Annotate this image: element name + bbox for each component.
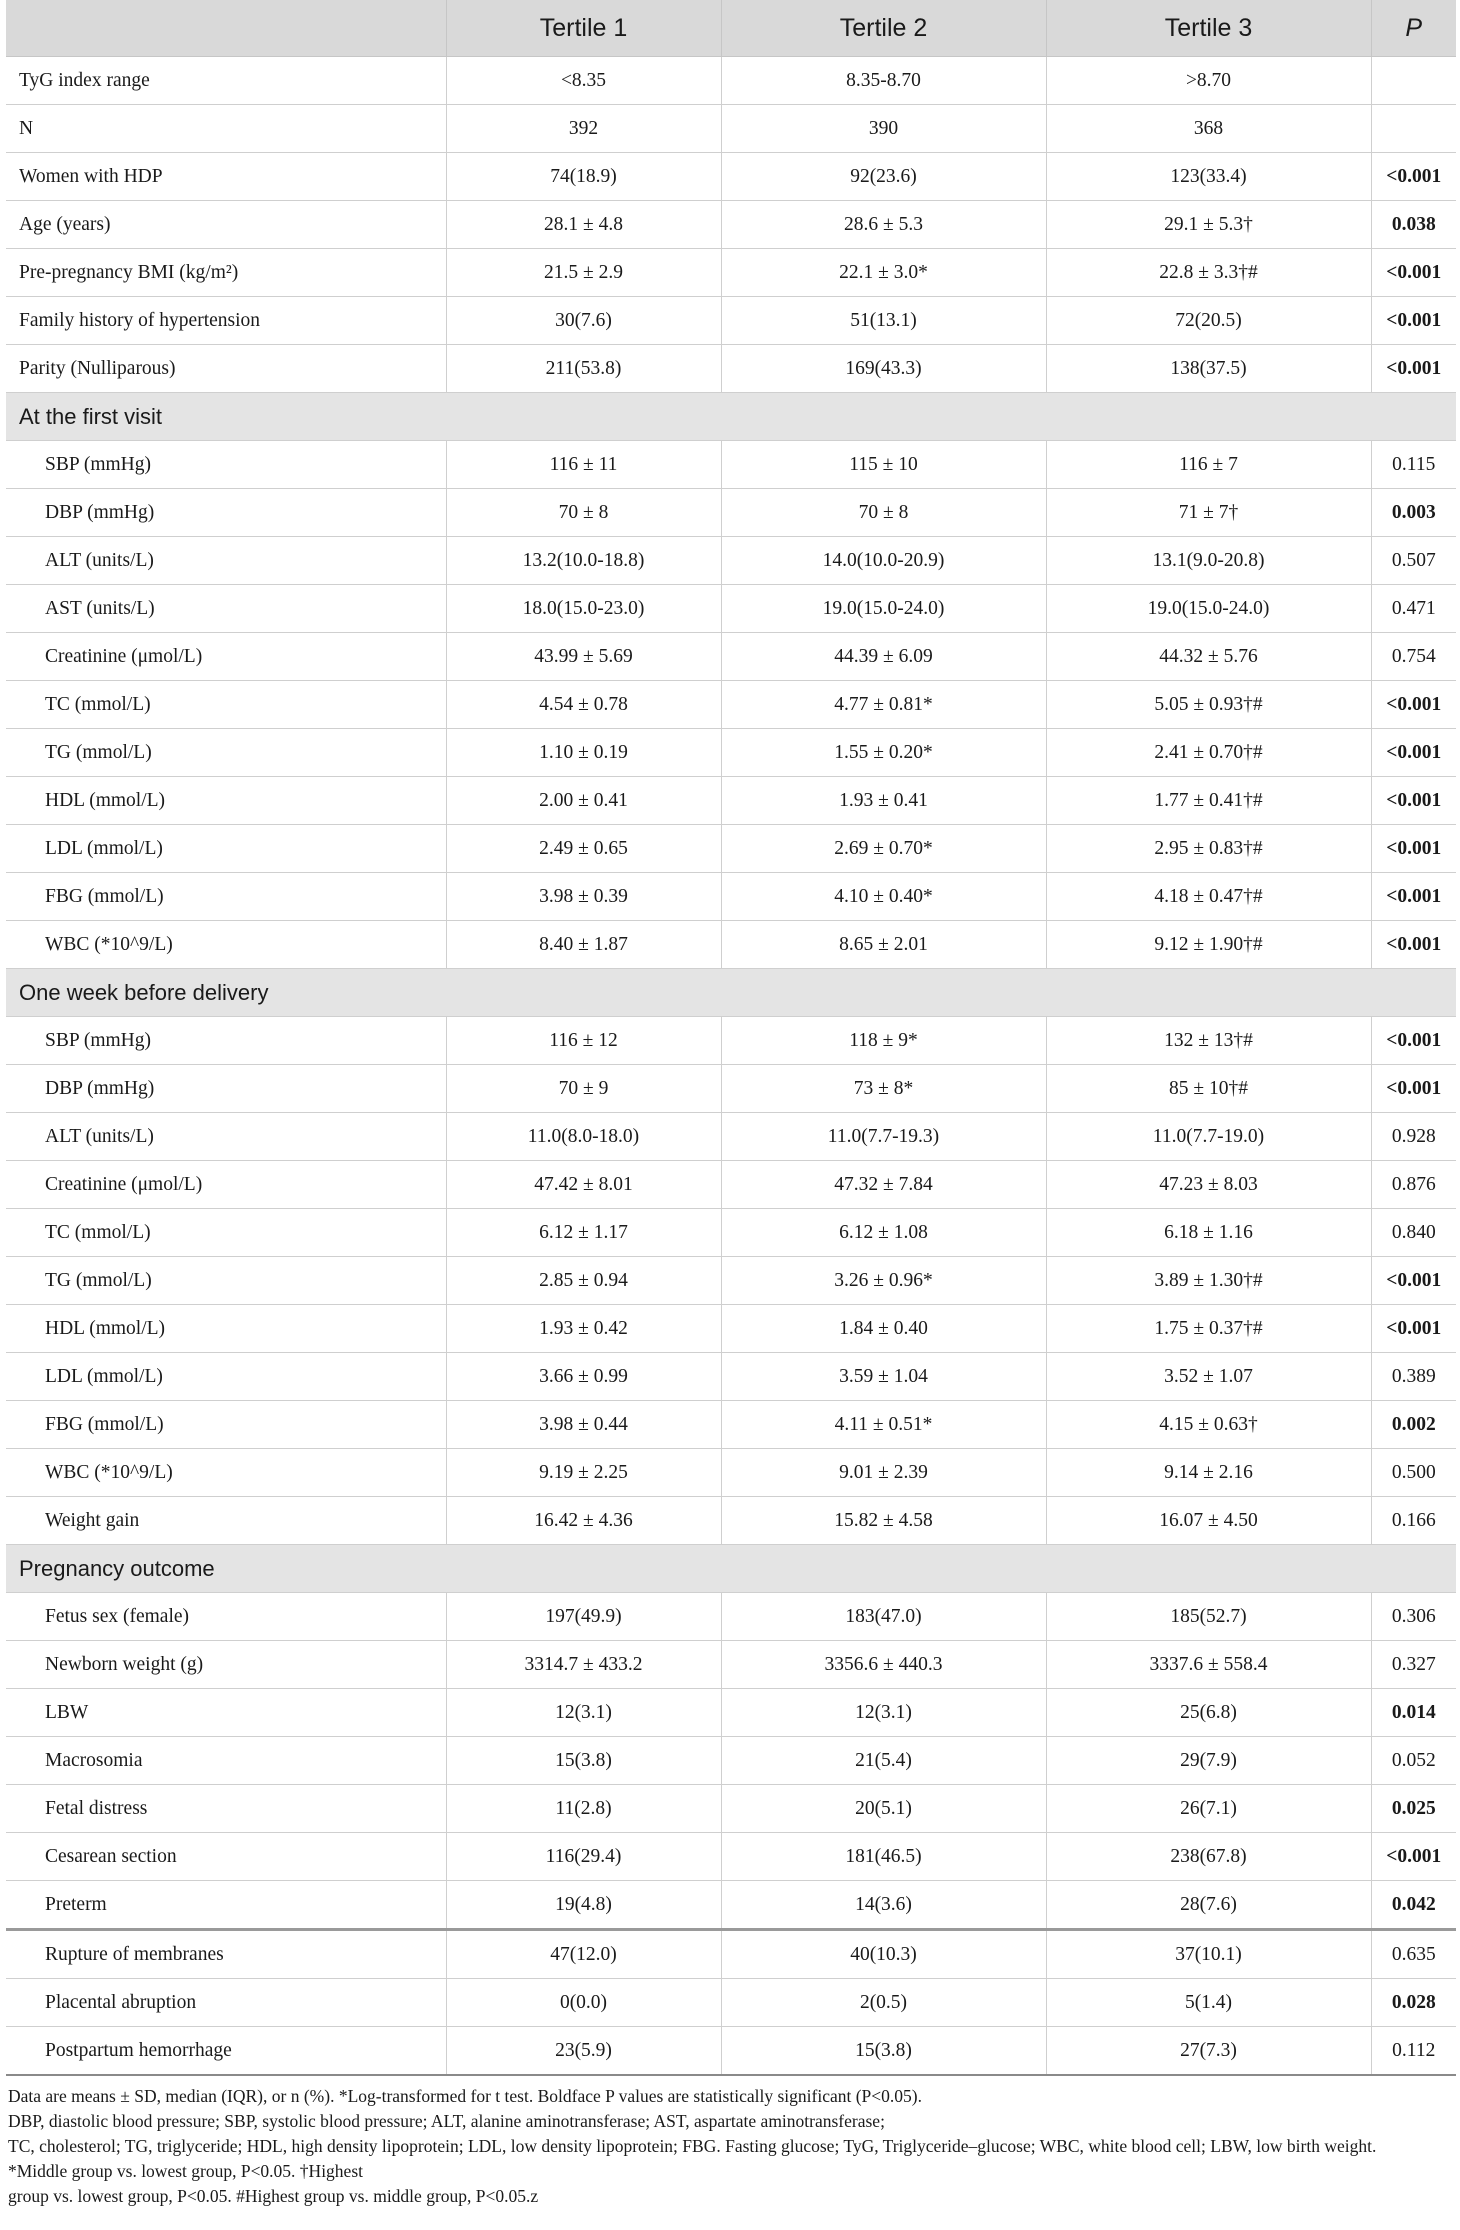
cell-tertile-1: 70 ± 9 <box>446 1065 721 1113</box>
cell-tertile-2: 390 <box>721 105 1046 153</box>
cell-p-value: 0.052 <box>1371 1737 1456 1785</box>
cell-p-value: <0.001 <box>1371 873 1456 921</box>
row-label: TG (mmol/L) <box>6 1257 446 1305</box>
table-container <box>6 0 1456 2209</box>
cell-tertile-3: 47.23 ± 8.03 <box>1046 1161 1371 1209</box>
table-row <box>6 729 1456 777</box>
table-row <box>6 1979 1456 2027</box>
row-label: TG (mmol/L) <box>6 729 446 777</box>
table-row <box>6 537 1456 585</box>
row-label: Newborn weight (g) <box>6 1641 446 1689</box>
row-label: Creatinine (μmol/L) <box>6 633 446 681</box>
cell-tertile-2: 14.0(10.0-20.9) <box>721 537 1046 585</box>
row-label: Macrosomia <box>6 1737 446 1785</box>
footnote-line: Data are means ± SD, median (IQR), or n (%). *Log-transformed for t test. Boldface P values are statistically significant (P<0.05). <box>8 2086 922 2106</box>
row-label: Cesarean section <box>6 1833 446 1881</box>
cell-tertile-1: 13.2(10.0-18.8) <box>446 537 721 585</box>
cell-p-value: 0.003 <box>1371 489 1456 537</box>
table-row <box>6 153 1456 201</box>
section-header-row <box>6 969 1456 1017</box>
cell-p-value: <0.001 <box>1371 345 1456 393</box>
cell-tertile-1: 74(18.9) <box>446 153 721 201</box>
cell-tertile-1: 392 <box>446 105 721 153</box>
table-row <box>6 1113 1456 1161</box>
row-label: HDL (mmol/L) <box>6 1305 446 1353</box>
row-label: Age (years) <box>6 201 446 249</box>
table-row <box>6 297 1456 345</box>
header-tertile-3: Tertile 3 <box>1046 0 1371 57</box>
cell-tertile-1: <8.35 <box>446 57 721 105</box>
cell-tertile-3: 19.0(15.0-24.0) <box>1046 585 1371 633</box>
table-row <box>6 441 1456 489</box>
cell-tertile-1: 116 ± 11 <box>446 441 721 489</box>
cell-p-value: 0.038 <box>1371 201 1456 249</box>
cell-p-value: 0.166 <box>1371 1497 1456 1545</box>
cell-tertile-3: 123(33.4) <box>1046 153 1371 201</box>
row-label: TC (mmol/L) <box>6 681 446 729</box>
row-label: N <box>6 105 446 153</box>
cell-tertile-3: 16.07 ± 4.50 <box>1046 1497 1371 1545</box>
cell-tertile-2: 73 ± 8* <box>721 1065 1046 1113</box>
cell-tertile-2: 118 ± 9* <box>721 1017 1046 1065</box>
cell-tertile-3: 27(7.3) <box>1046 2027 1371 2076</box>
cell-tertile-3: 4.15 ± 0.63† <box>1046 1401 1371 1449</box>
cell-p-value: <0.001 <box>1371 921 1456 969</box>
cell-p-value: 0.876 <box>1371 1161 1456 1209</box>
row-label: Weight gain <box>6 1497 446 1545</box>
cell-tertile-3: 11.0(7.7-19.0) <box>1046 1113 1371 1161</box>
cell-tertile-2: 8.65 ± 2.01 <box>721 921 1046 969</box>
cell-tertile-1: 47(12.0) <box>446 1930 721 1979</box>
cell-tertile-1: 0(0.0) <box>446 1979 721 2027</box>
cell-p-value: <0.001 <box>1371 681 1456 729</box>
cell-p-value: <0.001 <box>1371 777 1456 825</box>
header-row <box>6 0 1456 57</box>
row-label: DBP (mmHg) <box>6 489 446 537</box>
cell-tertile-2: 28.6 ± 5.3 <box>721 201 1046 249</box>
table-row <box>6 489 1456 537</box>
cell-p-value <box>1371 105 1456 153</box>
cell-tertile-2: 183(47.0) <box>721 1593 1046 1641</box>
cell-tertile-1: 70 ± 8 <box>446 489 721 537</box>
cell-tertile-1: 1.10 ± 0.19 <box>446 729 721 777</box>
cell-p-value: 0.025 <box>1371 1785 1456 1833</box>
cell-p-value: <0.001 <box>1371 825 1456 873</box>
cell-tertile-3: 71 ± 7† <box>1046 489 1371 537</box>
cell-tertile-2: 3.59 ± 1.04 <box>721 1353 1046 1401</box>
cell-tertile-3: 85 ± 10†# <box>1046 1065 1371 1113</box>
section-header-row <box>6 1545 1456 1593</box>
cell-p-value: <0.001 <box>1371 1017 1456 1065</box>
footnote-line: *Middle group vs. lowest group, P<0.05. †Highest <box>8 2161 363 2181</box>
cell-tertile-2: 1.55 ± 0.20* <box>721 729 1046 777</box>
cell-p-value: 0.042 <box>1371 1881 1456 1930</box>
header-variable <box>6 0 446 57</box>
cell-tertile-1: 21.5 ± 2.9 <box>446 249 721 297</box>
table-row <box>6 1353 1456 1401</box>
row-label: Creatinine (μmol/L) <box>6 1161 446 1209</box>
cell-tertile-3: 9.12 ± 1.90†# <box>1046 921 1371 969</box>
cell-tertile-1: 3.98 ± 0.39 <box>446 873 721 921</box>
cell-p-value: <0.001 <box>1371 1305 1456 1353</box>
cell-tertile-2: 15(3.8) <box>721 2027 1046 2076</box>
cell-p-value: 0.306 <box>1371 1593 1456 1641</box>
cell-tertile-2: 2.69 ± 0.70* <box>721 825 1046 873</box>
cell-p-value: 0.840 <box>1371 1209 1456 1257</box>
table-row <box>6 1930 1456 1979</box>
table-row <box>6 1257 1456 1305</box>
cell-tertile-3: 185(52.7) <box>1046 1593 1371 1641</box>
cell-tertile-1: 116 ± 12 <box>446 1017 721 1065</box>
cell-p-value: <0.001 <box>1371 249 1456 297</box>
table-row <box>6 249 1456 297</box>
cell-tertile-2: 47.32 ± 7.84 <box>721 1161 1046 1209</box>
cell-tertile-1: 2.00 ± 0.41 <box>446 777 721 825</box>
cell-tertile-1: 2.49 ± 0.65 <box>446 825 721 873</box>
cell-tertile-2: 4.77 ± 0.81* <box>721 681 1046 729</box>
table-footnotes <box>6 2084 1456 2209</box>
row-label: LDL (mmol/L) <box>6 825 446 873</box>
row-label: AST (units/L) <box>6 585 446 633</box>
cell-tertile-2: 8.35-8.70 <box>721 57 1046 105</box>
cell-p-value: 0.327 <box>1371 1641 1456 1689</box>
cell-tertile-2: 115 ± 10 <box>721 441 1046 489</box>
cell-p-value: 0.028 <box>1371 1979 1456 2027</box>
cell-tertile-2: 2(0.5) <box>721 1979 1046 2027</box>
table-row <box>6 681 1456 729</box>
cell-tertile-1: 11.0(8.0-18.0) <box>446 1113 721 1161</box>
footnote-line: group vs. lowest group, P<0.05. #Highest group vs. middle group, P<0.05.z <box>8 2186 539 2206</box>
header-p-value <box>1371 0 1456 57</box>
cell-tertile-1: 6.12 ± 1.17 <box>446 1209 721 1257</box>
cell-tertile-1: 16.42 ± 4.36 <box>446 1497 721 1545</box>
cell-tertile-2: 9.01 ± 2.39 <box>721 1449 1046 1497</box>
table-row <box>6 57 1456 105</box>
table-row <box>6 633 1456 681</box>
table-row <box>6 921 1456 969</box>
table-row <box>6 873 1456 921</box>
cell-tertile-2: 6.12 ± 1.08 <box>721 1209 1046 1257</box>
cell-tertile-2: 3.26 ± 0.96* <box>721 1257 1046 1305</box>
header-p-label: P <box>1405 13 1423 42</box>
cell-tertile-3: 3.89 ± 1.30†# <box>1046 1257 1371 1305</box>
cell-tertile-3: 44.32 ± 5.76 <box>1046 633 1371 681</box>
row-label: Women with HDP <box>6 153 446 201</box>
table-row <box>6 201 1456 249</box>
cell-tertile-1: 43.99 ± 5.69 <box>446 633 721 681</box>
cell-p-value: 0.635 <box>1371 1930 1456 1979</box>
cell-tertile-1: 8.40 ± 1.87 <box>446 921 721 969</box>
cell-tertile-3: 26(7.1) <box>1046 1785 1371 1833</box>
row-label: ALT (units/L) <box>6 537 446 585</box>
cell-tertile-3: 22.8 ± 3.3†# <box>1046 249 1371 297</box>
table-body <box>6 57 1456 2076</box>
table-row <box>6 1641 1456 1689</box>
cell-tertile-1: 3314.7 ± 433.2 <box>446 1641 721 1689</box>
table-row <box>6 1305 1456 1353</box>
table-row <box>6 1401 1456 1449</box>
cell-p-value <box>1371 57 1456 105</box>
table-row <box>6 1785 1456 1833</box>
cell-tertile-2: 4.10 ± 0.40* <box>721 873 1046 921</box>
table-row <box>6 2027 1456 2076</box>
cell-tertile-1: 18.0(15.0-23.0) <box>446 585 721 633</box>
cell-tertile-1: 3.98 ± 0.44 <box>446 1401 721 1449</box>
cell-p-value: 0.002 <box>1371 1401 1456 1449</box>
row-label: WBC (*10^9/L) <box>6 1449 446 1497</box>
table-row <box>6 1497 1456 1545</box>
cell-p-value: 0.754 <box>1371 633 1456 681</box>
row-label: DBP (mmHg) <box>6 1065 446 1113</box>
table-row <box>6 1065 1456 1113</box>
cell-p-value: <0.001 <box>1371 1833 1456 1881</box>
cell-tertile-2: 1.93 ± 0.41 <box>721 777 1046 825</box>
cell-tertile-2: 40(10.3) <box>721 1930 1046 1979</box>
cell-tertile-2: 181(46.5) <box>721 1833 1046 1881</box>
section-title: Pregnancy outcome <box>6 1545 1456 1593</box>
cell-tertile-2: 4.11 ± 0.51* <box>721 1401 1046 1449</box>
cell-p-value: 0.471 <box>1371 585 1456 633</box>
cell-tertile-3: 25(6.8) <box>1046 1689 1371 1737</box>
cell-tertile-3: 2.95 ± 0.83†# <box>1046 825 1371 873</box>
cell-p-value: 0.507 <box>1371 537 1456 585</box>
cell-tertile-3: 37(10.1) <box>1046 1930 1371 1979</box>
row-label: Pre-pregnancy BMI (kg/m²) <box>6 249 446 297</box>
row-label: SBP (mmHg) <box>6 441 446 489</box>
row-label: Placental abruption <box>6 1979 446 2027</box>
row-label: Rupture of membranes <box>6 1930 446 1979</box>
row-label: HDL (mmol/L) <box>6 777 446 825</box>
cell-tertile-1: 9.19 ± 2.25 <box>446 1449 721 1497</box>
cell-tertile-2: 20(5.1) <box>721 1785 1046 1833</box>
cell-p-value: <0.001 <box>1371 1065 1456 1113</box>
cell-tertile-1: 11(2.8) <box>446 1785 721 1833</box>
cell-tertile-3: 1.75 ± 0.37†# <box>1046 1305 1371 1353</box>
table-row <box>6 105 1456 153</box>
cell-tertile-2: 21(5.4) <box>721 1737 1046 1785</box>
row-label: WBC (*10^9/L) <box>6 921 446 969</box>
cell-p-value: 0.500 <box>1371 1449 1456 1497</box>
cell-tertile-1: 3.66 ± 0.99 <box>446 1353 721 1401</box>
table-row <box>6 1161 1456 1209</box>
cell-p-value: 0.928 <box>1371 1113 1456 1161</box>
row-label: Postpartum hemorrhage <box>6 2027 446 2076</box>
cell-tertile-1: 47.42 ± 8.01 <box>446 1161 721 1209</box>
cell-tertile-1: 28.1 ± 4.8 <box>446 201 721 249</box>
cell-p-value: 0.014 <box>1371 1689 1456 1737</box>
cell-p-value: <0.001 <box>1371 153 1456 201</box>
cell-tertile-2: 15.82 ± 4.58 <box>721 1497 1046 1545</box>
row-label: TyG index range <box>6 57 446 105</box>
header-tertile-1: Tertile 1 <box>446 0 721 57</box>
table-row <box>6 1593 1456 1641</box>
cell-tertile-3: 3.52 ± 1.07 <box>1046 1353 1371 1401</box>
row-label: Parity (Nulliparous) <box>6 345 446 393</box>
cell-tertile-3: 72(20.5) <box>1046 297 1371 345</box>
cell-tertile-2: 19.0(15.0-24.0) <box>721 585 1046 633</box>
cell-tertile-1: 1.93 ± 0.42 <box>446 1305 721 1353</box>
row-label: ALT (units/L) <box>6 1113 446 1161</box>
cell-tertile-2: 11.0(7.7-19.3) <box>721 1113 1046 1161</box>
row-label: Family history of hypertension <box>6 297 446 345</box>
cell-p-value: 0.112 <box>1371 2027 1456 2076</box>
footnote-line: TC, cholesterol; TG, triglyceride; HDL, high density lipoprotein; LDL, low density lipoprotein; FBG. Fasting glucose; TyG, Triglyceride–glucose; WBC, white blood cell; LBW, low birth weight. <box>8 2136 1377 2156</box>
table-row <box>6 1881 1456 1930</box>
cell-tertile-1: 30(7.6) <box>446 297 721 345</box>
cell-tertile-3: 132 ± 13†# <box>1046 1017 1371 1065</box>
cell-tertile-3: 29(7.9) <box>1046 1737 1371 1785</box>
cell-tertile-2: 1.84 ± 0.40 <box>721 1305 1046 1353</box>
results-table <box>6 0 1456 2076</box>
row-label: FBG (mmol/L) <box>6 1401 446 1449</box>
cell-tertile-1: 19(4.8) <box>446 1881 721 1930</box>
cell-tertile-3: 2.41 ± 0.70†# <box>1046 729 1371 777</box>
cell-tertile-3: 13.1(9.0-20.8) <box>1046 537 1371 585</box>
row-label: Fetus sex (female) <box>6 1593 446 1641</box>
section-header-row <box>6 393 1456 441</box>
cell-tertile-3: 28(7.6) <box>1046 1881 1371 1930</box>
cell-tertile-1: 211(53.8) <box>446 345 721 393</box>
cell-tertile-3: 368 <box>1046 105 1371 153</box>
cell-tertile-3: 5(1.4) <box>1046 1979 1371 2027</box>
cell-tertile-2: 3356.6 ± 440.3 <box>721 1641 1046 1689</box>
cell-tertile-1: 2.85 ± 0.94 <box>446 1257 721 1305</box>
row-label: Fetal distress <box>6 1785 446 1833</box>
cell-tertile-1: 12(3.1) <box>446 1689 721 1737</box>
cell-tertile-1: 4.54 ± 0.78 <box>446 681 721 729</box>
table-row <box>6 777 1456 825</box>
cell-tertile-3: >8.70 <box>1046 57 1371 105</box>
cell-p-value: <0.001 <box>1371 729 1456 777</box>
cell-tertile-2: 12(3.1) <box>721 1689 1046 1737</box>
cell-tertile-3: 238(67.8) <box>1046 1833 1371 1881</box>
table-row <box>6 1449 1456 1497</box>
table-row <box>6 585 1456 633</box>
cell-tertile-3: 3337.6 ± 558.4 <box>1046 1641 1371 1689</box>
cell-tertile-3: 6.18 ± 1.16 <box>1046 1209 1371 1257</box>
row-label: TC (mmol/L) <box>6 1209 446 1257</box>
section-title: At the first visit <box>6 393 1456 441</box>
footnote-line: DBP, diastolic blood pressure; SBP, systolic blood pressure; ALT, alanine aminotransferase; AST, aspartate aminotransferase; <box>8 2111 885 2131</box>
table-row <box>6 825 1456 873</box>
cell-tertile-3: 4.18 ± 0.47†# <box>1046 873 1371 921</box>
row-label: Preterm <box>6 1881 446 1930</box>
cell-tertile-2: 92(23.6) <box>721 153 1046 201</box>
row-label: LBW <box>6 1689 446 1737</box>
cell-tertile-1: 197(49.9) <box>446 1593 721 1641</box>
cell-tertile-2: 44.39 ± 6.09 <box>721 633 1046 681</box>
cell-p-value: <0.001 <box>1371 297 1456 345</box>
cell-p-value: <0.001 <box>1371 1257 1456 1305</box>
table-row <box>6 1689 1456 1737</box>
table-row <box>6 1833 1456 1881</box>
section-title: One week before delivery <box>6 969 1456 1017</box>
row-label: LDL (mmol/L) <box>6 1353 446 1401</box>
cell-p-value: 0.115 <box>1371 441 1456 489</box>
cell-tertile-3: 116 ± 7 <box>1046 441 1371 489</box>
cell-tertile-3: 29.1 ± 5.3† <box>1046 201 1371 249</box>
row-label: FBG (mmol/L) <box>6 873 446 921</box>
cell-tertile-3: 9.14 ± 2.16 <box>1046 1449 1371 1497</box>
cell-tertile-2: 169(43.3) <box>721 345 1046 393</box>
cell-p-value: 0.389 <box>1371 1353 1456 1401</box>
cell-tertile-2: 14(3.6) <box>721 1881 1046 1930</box>
row-label: SBP (mmHg) <box>6 1017 446 1065</box>
table-row <box>6 345 1456 393</box>
cell-tertile-3: 138(37.5) <box>1046 345 1371 393</box>
table-row <box>6 1017 1456 1065</box>
table-row <box>6 1737 1456 1785</box>
cell-tertile-3: 1.77 ± 0.41†# <box>1046 777 1371 825</box>
cell-tertile-2: 22.1 ± 3.0* <box>721 249 1046 297</box>
cell-tertile-1: 15(3.8) <box>446 1737 721 1785</box>
table-row <box>6 1209 1456 1257</box>
cell-tertile-1: 23(5.9) <box>446 2027 721 2076</box>
cell-tertile-1: 116(29.4) <box>446 1833 721 1881</box>
cell-tertile-2: 70 ± 8 <box>721 489 1046 537</box>
cell-tertile-3: 5.05 ± 0.93†# <box>1046 681 1371 729</box>
header-tertile-2: Tertile 2 <box>721 0 1046 57</box>
cell-tertile-2: 51(13.1) <box>721 297 1046 345</box>
